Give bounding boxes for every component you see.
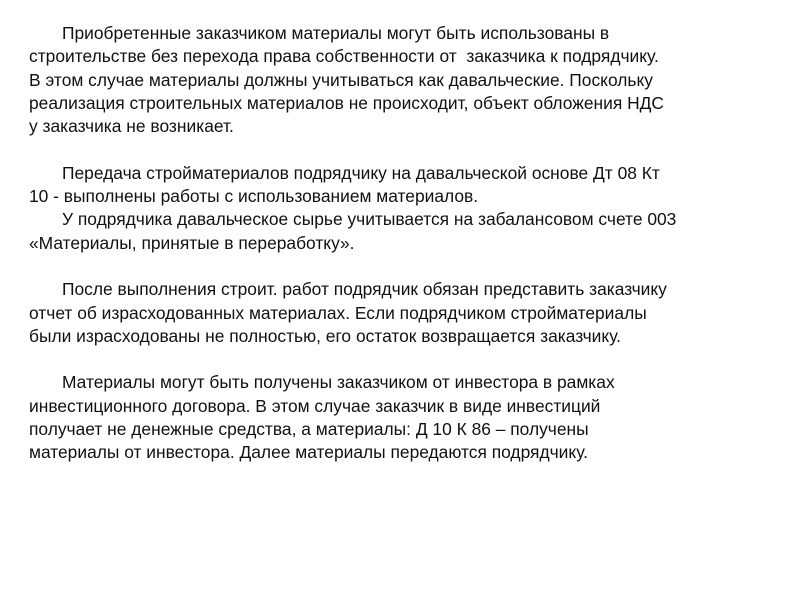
paragraph-investor-materials <box>29 371 770 464</box>
paragraph-spacer <box>29 138 770 161</box>
text-line: инвестиционного договора. В этом случае заказчик в виде инвестиций <box>29 395 601 416</box>
text-line: отчет об израсходованных материалах. Если подрядчиком стройматериалы <box>29 302 647 323</box>
text-line: у заказчика не возникает. <box>29 116 234 137</box>
text-line: получает не денежные средства, а материалы: Д 10 К 86 – получены <box>29 419 589 440</box>
paragraph-customer-materials <box>29 22 770 138</box>
text-line: строительстве без перехода права собственности от заказчика к подрядчику. <box>29 46 659 67</box>
paragraph-spacer <box>29 348 770 371</box>
paragraph-spacer <box>29 255 770 278</box>
text-line: реализация строительных материалов не происходит, объект обложения НДС <box>29 92 664 113</box>
text-line: «Материалы, принятые в переработку». <box>29 232 355 253</box>
text-line: У подрядчика давальческое сырье учитывается на забалансовом счете 003 <box>62 209 677 230</box>
text-line: Материалы могут быть получены заказчиком от инвестора в рамках <box>62 372 615 393</box>
text-line: Передача стройматериалов подрядчику на давальческой основе Дт 08 Кт <box>62 162 660 183</box>
paragraph-contractor-report <box>29 278 770 348</box>
text-line: Приобретенные заказчиком материалы могут быть использованы в <box>62 23 610 43</box>
text-line: были израсходованы не полностью, его остаток возвращается заказчику. <box>29 325 621 346</box>
text-line: После выполнения строит. работ подрядчик обязан представить заказчику <box>62 279 667 300</box>
paragraph-transfer-to-contractor <box>29 162 770 255</box>
text-line: 10 - выполнены работы с использованием материалов. <box>29 186 479 207</box>
text-line: В этом случае материалы должны учитываться как давальческие. Поскольку <box>29 69 653 90</box>
text-line: материалы от инвестора. Далее материалы передаются подрядчику. <box>29 442 588 463</box>
